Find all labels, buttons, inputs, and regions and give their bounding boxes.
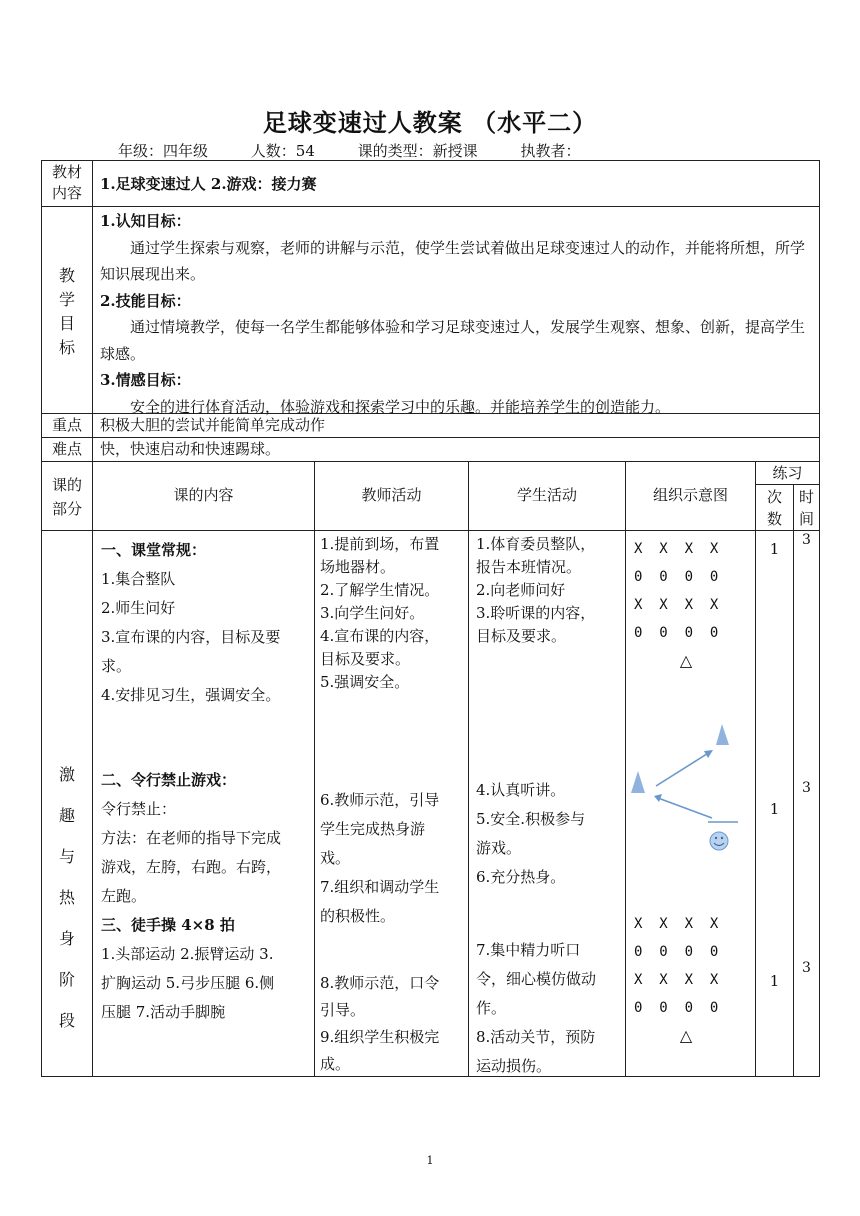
label-material xyxy=(42,162,92,204)
label-line: 目 xyxy=(58,314,75,333)
activity-line: 戏。 xyxy=(320,849,351,867)
header-practice: 练习 xyxy=(772,464,803,482)
header-line: 数 xyxy=(766,510,782,528)
cone-icon xyxy=(716,724,729,745)
student-activity-1 xyxy=(476,533,622,648)
activity-line: 游戏。 xyxy=(476,839,522,857)
activity-line: 2.向老师问好 xyxy=(476,581,566,599)
activity-line: 3.聆听课的内容， xyxy=(476,604,596,622)
doc-title: 足球变速过人教案 （水平二） xyxy=(262,108,598,137)
formation-row: 0 0 0 0 xyxy=(634,1000,719,1016)
teacher-activity-2 xyxy=(320,786,466,931)
header-line: 次 xyxy=(766,488,782,506)
label-key: 重点 xyxy=(51,416,82,434)
content-line: 3.宣布课的内容，目标及要 xyxy=(101,628,281,646)
lesson-content-1 xyxy=(101,536,311,710)
content-line: 三、徒手操 4×8 拍 xyxy=(101,916,235,934)
goal-text: 通过情境教学，使每一名学生都能够体验和学习足球变速过人，发展学生观察、想象、创新，提高学生球感。 xyxy=(100,318,806,363)
activity-line: 9.组织学生积极完 xyxy=(320,1028,440,1046)
times-3: 1 xyxy=(769,972,780,990)
stage-label xyxy=(42,754,92,1041)
stage-char: 身 xyxy=(58,929,75,948)
label-goals xyxy=(42,264,92,360)
activity-line: 4.认真听讲。 xyxy=(476,781,566,799)
goal-text: 通过学生探索与观察，老师的讲解与示范，使学生尝试着做出足球变速过人的动作，并能将所想，所学知识展现出来。 xyxy=(100,238,806,283)
header-content: 课的内容 xyxy=(173,486,234,504)
stage-char: 趣 xyxy=(58,806,75,825)
content-line: 1.集合整队 xyxy=(101,570,176,588)
material-content: 1.足球变速过人 2.游戏：接力赛 xyxy=(100,175,317,193)
header-diagram: 组织示意图 xyxy=(652,486,728,504)
grade: 年级：四年级 xyxy=(118,142,209,160)
teacher-activity-1 xyxy=(320,533,466,694)
content-line: 方法：在老师的指导下完成 xyxy=(101,829,282,847)
lesson-content-2 xyxy=(101,766,311,1027)
activity-line: 的积极性。 xyxy=(320,907,396,925)
student-count: 人数：54 xyxy=(250,142,315,160)
content-line: 求。 xyxy=(101,657,132,675)
stage-char: 阶 xyxy=(58,970,75,989)
goal-text: 安全的进行体育活动，体验游戏和探索学习中的乐趣。并能培养学生的创造能力。 xyxy=(130,397,671,416)
activity-line: 8.活动关节，预防 xyxy=(476,1028,596,1046)
teacher-triangle-icon: △ xyxy=(679,1026,693,1045)
activity-line: 5.强调安全。 xyxy=(320,673,410,691)
header-line: 部分 xyxy=(51,500,82,518)
header-teacher: 教师活动 xyxy=(361,486,422,504)
smiley-icon xyxy=(710,832,728,850)
header-part xyxy=(42,473,92,521)
duration-1: 3 xyxy=(802,532,811,548)
activity-line: 5.安全.积极参与 xyxy=(476,810,586,828)
arrow-line xyxy=(658,798,712,818)
doc-meta xyxy=(118,140,618,161)
stage-char: 与 xyxy=(58,847,75,866)
student-activity-3 xyxy=(476,936,622,1081)
label-difficulty: 难点 xyxy=(51,440,82,458)
formation-row: 0 0 0 0 xyxy=(634,944,719,960)
student-activity-2 xyxy=(476,776,622,892)
activity-line: 3.向学生问好。 xyxy=(320,604,425,622)
relay-diagram xyxy=(626,710,754,860)
activity-line: 7.集中精力听口 xyxy=(476,941,581,959)
activity-line: 令，细心模仿做动 xyxy=(476,970,597,988)
header-line: 课的 xyxy=(51,476,82,494)
formation-bottom xyxy=(634,910,718,1022)
content-line: 令行禁止： xyxy=(101,800,177,818)
activity-line: 4.宣布课的内容， xyxy=(320,627,440,645)
content-line: 压腿 7.活动手脚腕 xyxy=(101,1003,226,1021)
header-student: 学生活动 xyxy=(516,486,577,504)
arrow-line xyxy=(656,752,710,786)
activity-line: 成。 xyxy=(320,1055,351,1073)
activity-line: 学生完成热身游 xyxy=(320,820,426,838)
activity-line: 6.充分热身。 xyxy=(476,868,566,886)
stage-char: 热 xyxy=(58,888,75,907)
content-line: 一、课堂常规： xyxy=(101,541,207,559)
label-line: 学 xyxy=(58,290,75,309)
content-line: 游戏，左胯，右跑。右跨， xyxy=(101,858,282,876)
formation-row: X X X X xyxy=(634,541,719,557)
activity-line: 2.了解学生情况。 xyxy=(320,581,440,599)
goals-content xyxy=(100,208,814,420)
activity-line: 7.组织和调动学生 xyxy=(320,878,440,896)
content-line: 4.安排见习生，强调安全。 xyxy=(101,686,281,704)
goal-title: 1.认知目标： xyxy=(100,212,191,230)
content-line: 左跑。 xyxy=(101,887,147,905)
activity-line: 1.体育委员整队， xyxy=(476,535,596,553)
label-line: 教 xyxy=(58,266,75,285)
formation-row: X X X X xyxy=(634,972,719,988)
key-text: 积极大胆的尝试并能简单完成动作 xyxy=(100,416,326,434)
header-times xyxy=(756,486,793,530)
label-line: 教材 xyxy=(51,163,82,181)
formation-row: 0 0 0 0 xyxy=(634,625,719,641)
activity-line: 运动损伤。 xyxy=(476,1057,552,1075)
stage-char: 激 xyxy=(58,765,75,784)
activity-line: 目标及要求。 xyxy=(320,650,411,668)
formation-row: X X X X xyxy=(634,597,719,613)
goal-title: 2.技能目标： xyxy=(100,291,191,310)
activity-line: 目标及要求。 xyxy=(476,627,567,645)
header-time xyxy=(794,486,819,530)
activity-line: 引导。 xyxy=(320,1001,366,1019)
content-line: 1.头部运动 2.振臂运动 3. xyxy=(101,945,274,963)
label-line: 标 xyxy=(58,338,75,357)
activity-line: 1.提前到场，布置 xyxy=(320,535,440,553)
teacher-activity-3 xyxy=(320,970,466,1078)
goal-title: 3.情感目标： xyxy=(100,371,191,389)
teacher-name: 执教者： xyxy=(520,142,581,160)
content-line: 2.师生问好 xyxy=(101,599,176,617)
page-number: 1 xyxy=(426,1154,434,1167)
activity-line: 场地器材。 xyxy=(320,558,396,576)
content-line: 二、令行禁止游戏： xyxy=(101,771,237,789)
cone-icon xyxy=(631,771,645,793)
header-line: 时 xyxy=(798,488,814,506)
duration-2: 3 xyxy=(802,780,811,796)
label-line: 内容 xyxy=(51,184,82,202)
duration-3: 3 xyxy=(802,960,811,976)
times-2: 1 xyxy=(769,800,780,818)
arrow-head-icon xyxy=(654,794,662,802)
formation-row: 0 0 0 0 xyxy=(634,569,719,585)
activity-line: 作。 xyxy=(476,999,507,1017)
activity-line: 报告本班情况。 xyxy=(476,558,582,576)
header-line: 间 xyxy=(798,510,814,528)
formation-row: X X X X xyxy=(634,916,719,932)
difficulty-text: 快，快速启动和快速踢球。 xyxy=(100,440,281,458)
formation-top xyxy=(634,535,718,647)
lesson-type: 课的类型：新授课 xyxy=(357,142,478,160)
activity-line: 6.教师示范，引导 xyxy=(320,791,440,809)
activity-line: 8.教师示范，口令 xyxy=(320,974,440,992)
teacher-triangle-icon: △ xyxy=(679,651,693,670)
content-line: 扩胸运动 5.弓步压腿 6.侧 xyxy=(101,974,275,992)
stage-char: 段 xyxy=(58,1011,75,1030)
times-1: 1 xyxy=(769,540,780,558)
